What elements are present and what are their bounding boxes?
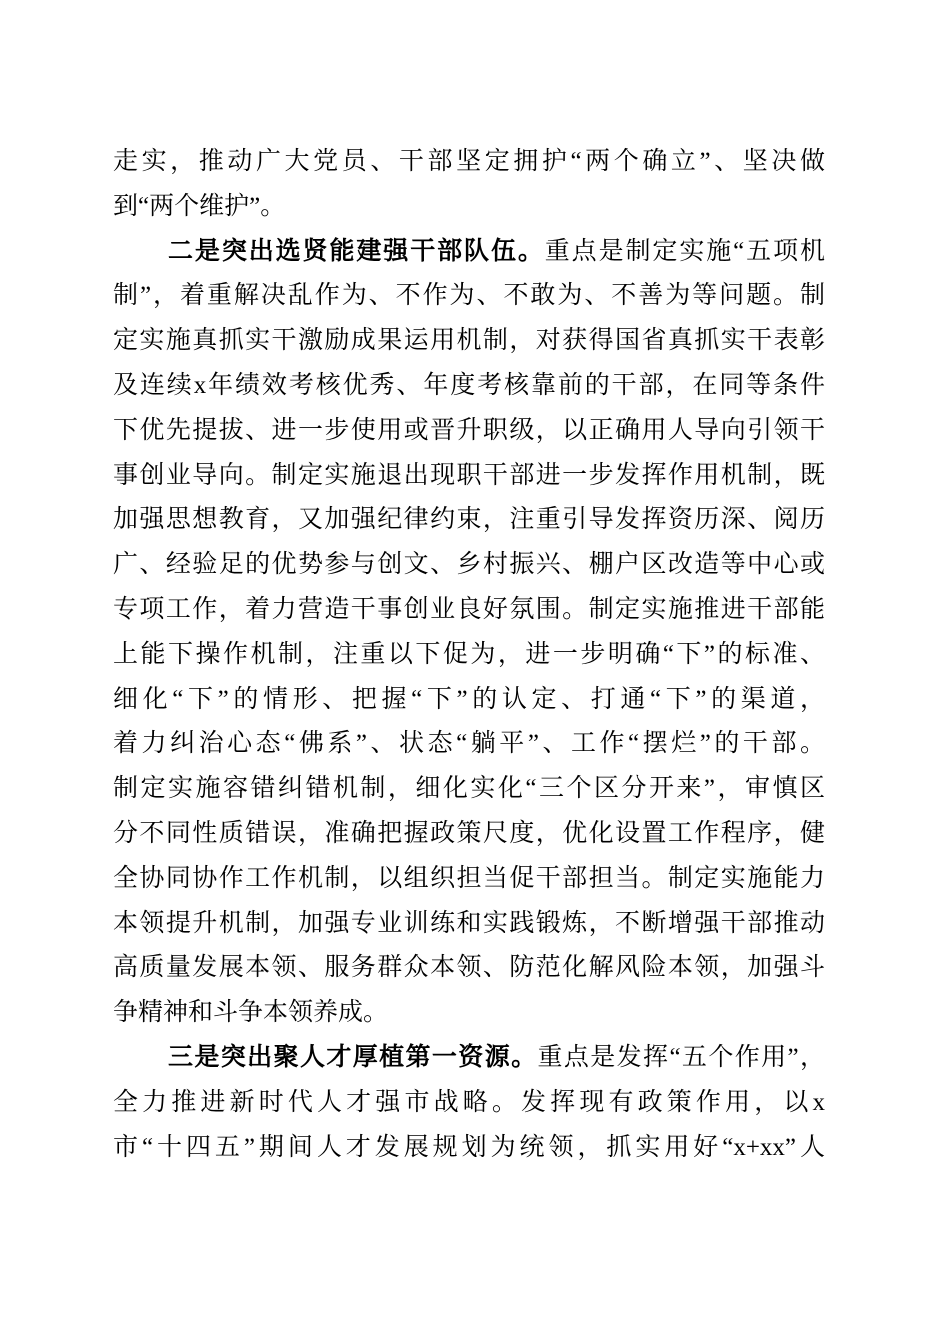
text-run: 着力纠治心态“佛系”、状态“躺平”、工作“摆烂”的干部。	[113, 730, 825, 758]
text-line	[113, 902, 825, 947]
text-line	[113, 857, 825, 902]
text-run: 上能下操作机制，注重以下促为，进一步明确“下”的标准、	[113, 640, 825, 668]
text-run: 定实施真抓实干激励成果运用机制，对获得国省真抓实干表彰	[113, 327, 825, 355]
text-run: 细化“下”的情形、把握“下”的认定、打通“下”的渠道，	[113, 685, 825, 713]
text-run: 本领提升机制，加强专业训练和实践锻炼，不断增强干部推动	[113, 909, 825, 937]
text-line	[113, 633, 825, 678]
paragraph-lead: 二是突出选贤能建强干部队伍。	[168, 237, 545, 265]
text-run: 争精神和斗争本领养成。	[113, 999, 389, 1027]
text-line	[113, 274, 825, 319]
text-run: 专项工作，着力营造干事创业良好氛围。制定实施推进干部能	[113, 595, 825, 623]
text-run: 广、经验足的优势参与创文、乡村振兴、棚户区改造等中心或	[113, 551, 825, 579]
text-run: 制定实施容错纠错机制，细化实化“三个区分开来”，审慎区	[113, 775, 825, 803]
document-body	[113, 140, 825, 1170]
text-run: 走实，推动广大党员、干部坚定拥护“两个确立”、坚决做	[113, 148, 825, 175]
text-line	[113, 722, 825, 767]
text-line	[113, 454, 825, 499]
text-line	[113, 1126, 825, 1171]
text-run: 全协同协作工作机制，以组织担当促干部担当。制定实施能力	[113, 864, 825, 892]
paragraph-lead: 三是突出聚人才厚植第一资源。	[168, 1043, 538, 1071]
text-run: 及连续x年绩效考核优秀、年度考核靠前的干部，在同等条件	[113, 371, 825, 399]
text-run: 制”，着重解决乱作为、不作为、不敢为、不善为等问题。制	[113, 282, 825, 310]
text-run: 分不同性质错误，准确把握政策尺度，优化设置工作程序，健	[113, 819, 825, 847]
text-line	[113, 498, 825, 543]
text-line	[113, 319, 825, 364]
text-line	[113, 812, 825, 857]
text-run: 到“两个维护”。	[113, 192, 286, 220]
text-run: 高质量发展本领、服务群众本领、防范化解风险本领，加强斗	[113, 954, 825, 982]
text-run: 全力推进新时代人才强市战略。发挥现有政策作用，以x	[113, 1088, 825, 1116]
text-line	[113, 140, 825, 185]
text-line	[113, 364, 825, 409]
text-line	[113, 991, 825, 1036]
text-line	[113, 185, 825, 230]
text-line	[113, 678, 825, 723]
text-line	[113, 767, 825, 812]
text-run: 事创业导向。制定实施退出现职干部进一步发挥作用机制，既	[113, 461, 825, 489]
text-line	[113, 946, 825, 991]
text-line	[113, 1036, 825, 1081]
text-line	[113, 230, 825, 275]
text-run: 市“十四五”期间人才发展规划为统领，抓实用好“x+xx”人	[113, 1133, 825, 1161]
text-line	[113, 588, 825, 633]
text-line	[113, 409, 825, 454]
text-run: 重点是发挥“五个作用”，	[537, 1043, 825, 1071]
text-run: 下优先提拔、进一步使用或晋升职级，以正确用人导向引领干	[113, 416, 825, 444]
text-line	[113, 1081, 825, 1126]
text-run: 重点是制定实施“五项机	[544, 237, 825, 265]
text-run: 加强思想教育，又加强纪律约束，注重引导发挥资历深、阅历	[113, 506, 825, 534]
text-line	[113, 543, 825, 588]
